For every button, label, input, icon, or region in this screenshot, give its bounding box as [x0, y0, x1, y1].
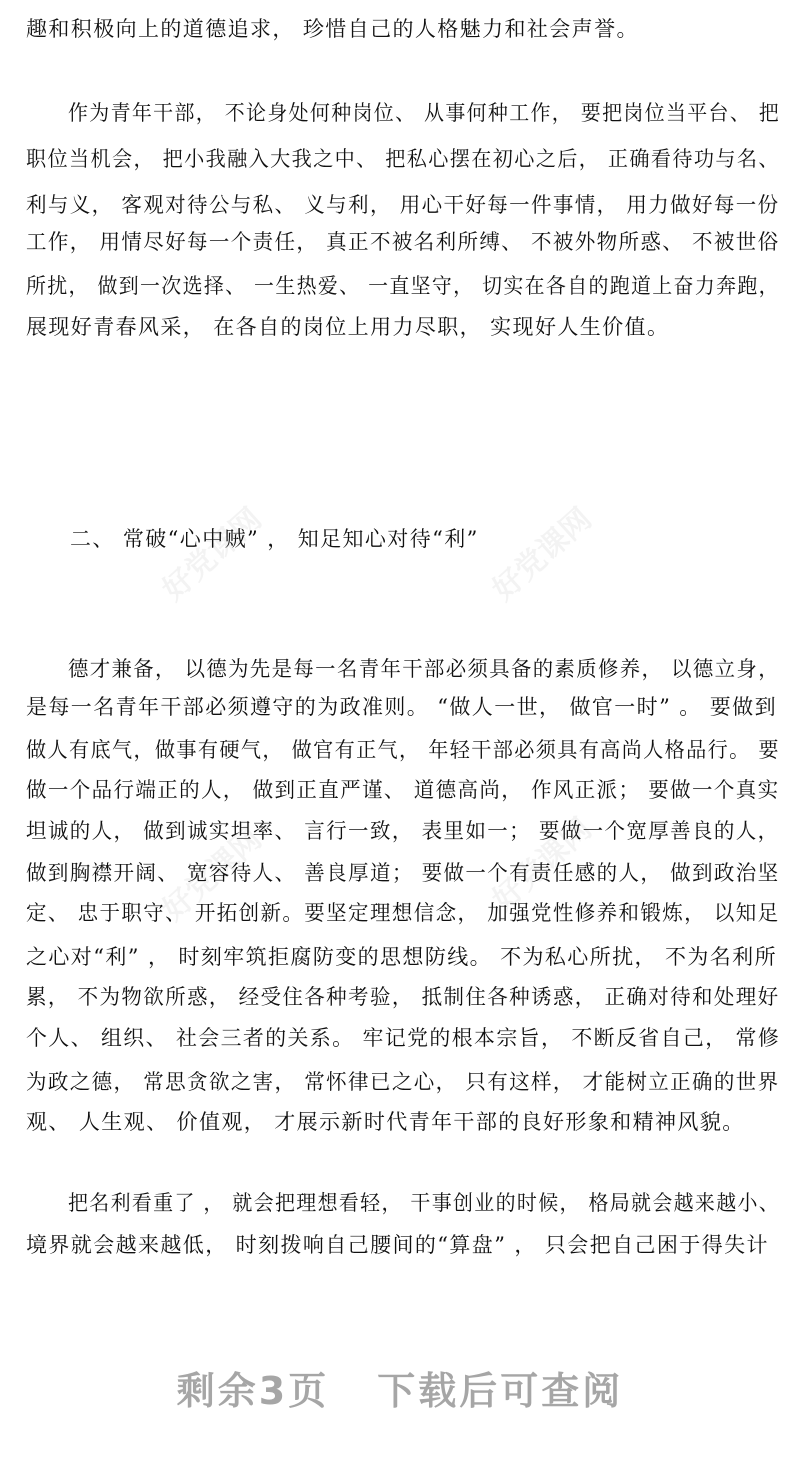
remaining-pages-label: 剩余3页: [176, 1369, 330, 1413]
text-line: 为政之德， 常思贪欲之害， 常怀律已之心， 只有这样， 才能树立正确的世界: [26, 1070, 780, 1094]
text-line: 累， 不为物欲所惑， 经受住各种考验， 抵制住各种诱惑， 正确对待和处理好: [26, 985, 780, 1009]
section-heading: 二、 常破“心中贼” ， 知足知心对待“利”: [70, 527, 479, 551]
text-line: 职位当机会， 把小我融入大我之中、 把私心摆在初心之后， 正确看待功与名、: [26, 147, 780, 171]
text-line: 做到胸襟开阔、 宽容待人、 善良厚道； 要做一个有责任感的人， 做到政治坚: [26, 861, 780, 885]
text-line: 利与义， 客观对待公与私、 义与利， 用心干好每一件事情， 用力做好每一份: [26, 193, 780, 217]
text-line: 是每一名青年干部必须遵守的为政准则。 “做人一世， 做官一时” 。 要做到: [26, 695, 777, 719]
text-line: 之心对“利” ， 时刻牢筑拒腐防变的思想防线。 不为私心所扰， 不为名利所: [26, 945, 777, 969]
watermark: 好党课网: [486, 811, 599, 918]
download-banner[interactable]: [0, 1360, 800, 1415]
text-line: 德才兼备， 以德为先是每一名青年干部必须具备的素质修养， 以德立身，: [68, 657, 780, 681]
text-line: 把名利看重了 ， 就会把理想看轻， 干事创业的时候， 格局就会越来越小、: [68, 1191, 781, 1215]
text-line: 观、 人生观、 价值观， 才展示新时代青年干部的良好形象和精神风貌。: [26, 1110, 745, 1134]
text-line: 个人、 组织、 社会三者的关系。 牢记党的根本宗旨， 不断反省自己， 常修: [26, 1026, 781, 1050]
download-to-view-label: 下载后可查阅: [377, 1369, 624, 1413]
text-line: 做一个品行端正的人， 做到正直严谨、 道德高尚， 作风正派； 要做一个真实: [26, 778, 780, 802]
text-line: 定、 忠于职守、 开拓创新。要坚定理想信念， 加强党性修养和锻炼， 以知足: [26, 901, 780, 925]
watermark: 好党课网: [486, 501, 599, 608]
text-line: 工作， 用情尽好每一个责任， 真正不被名利所缚、 不被外物所惑、 不被世俗: [26, 230, 780, 254]
watermark: 好党课网: [156, 501, 269, 608]
text-line: 所扰， 做到一次选择、 一生热爱、 一直坚守， 切实在各自的跑道上奋力奔跑，: [26, 274, 780, 298]
text-line: 展现好青春风采， 在各自的岗位上用力尽职， 实现好人生价值。: [26, 315, 670, 339]
text-line: 趣和积极向上的道德追求， 珍惜自己的人格魅力和社会声誉。: [26, 17, 639, 41]
text-line: 境界就会越来越低， 时刻拨响自己腰间的“算盘” ， 只会把自己困于得失计: [26, 1233, 769, 1257]
text-line: 做人有底气，做事有硬气， 做官有正气， 年轻干部必须具有高尚人格品行。 要: [26, 738, 780, 762]
text-line: 作为青年干部， 不论身处何种岗位、 从事何种工作， 要把岗位当平台、 把: [68, 101, 781, 125]
text-line: 坦诚的人， 做到诚实坦率、 言行一致， 表里如一； 要做一个宽厚善良的人，: [26, 819, 780, 843]
watermark: 好党课网: [156, 821, 269, 928]
